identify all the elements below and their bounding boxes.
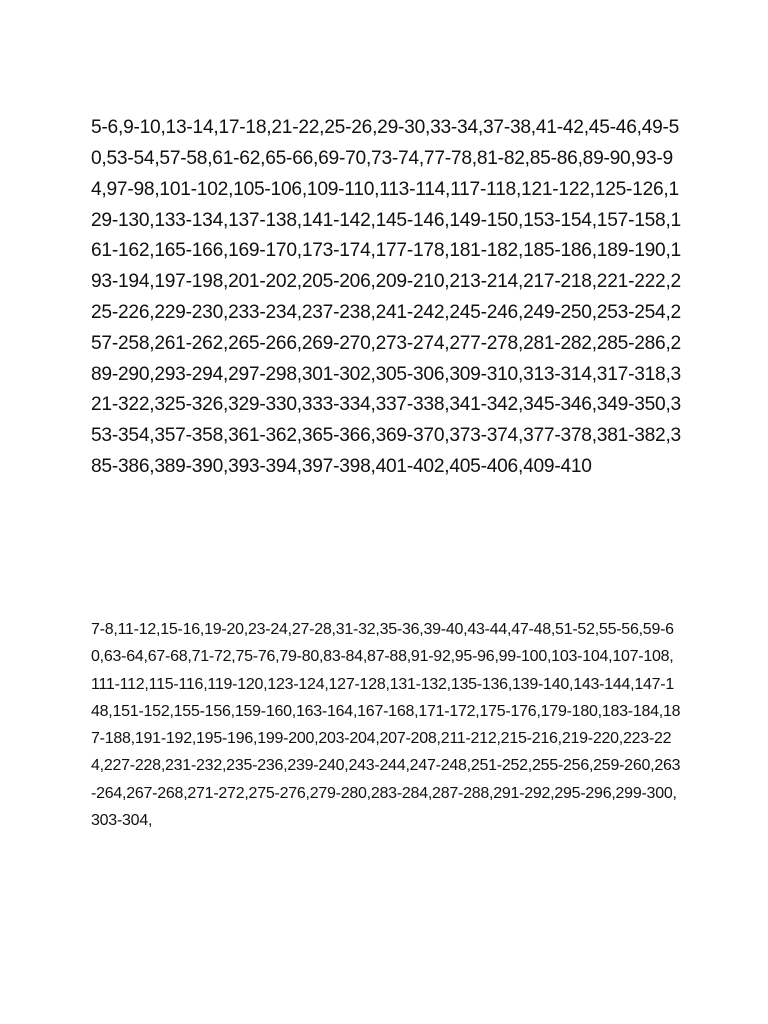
page-ranges-primary: 5-6,9-10,13-14,17-18,21-22,25-26,29-30,33-34,37-38,41-42,45-46,49-50,53-54,57-58,61-62,65-66,69-70,73-74,77-78,81-82,85-86,89-90,93-94,97-98,101-102,105-106,109-110,113-114,117-118,121-122,125-126,129-130,133-134,137-138,141-142,145-146,149-150,153-154,157-158,161-162,165-166,169-170,173-174,177-178,181-182,185-186,189-190,193-194,197-198,201-202,205-206,209-210,213-214,217-218,221-222,225-226,229-230,233-234,237-238,241-242,245-246,249-250,253-254,257-258,261-262,265-266,269-270,273-274,277-278,281-282,285-286,289-290,293-294,297-298,301-302,305-306,309-310,313-314,317-318,321-322,325-326,329-330,333-334,337-338,341-342,345-346,349-350,353-354,357-358,361-362,365-366,369-370,373-374,377-378,381-382,385-386,389-390,393-394,397-398,401-402,405-406,409-410 [91,117,681,477]
page-ranges-secondary: 7-8,11-12,15-16,19-20,23-24,27-28,31-32,35-36,39-40,43-44,47-48,51-52,55-56,59-60,63-64,67-68,71-72,75-76,79-80,83-84,87-88,91-92,95-96,99-100,103-104,107-108,111-112,115-116,119-120,123-124,127-128,131-132,135-136,139-140,143-144,147-148,151-152,155-156,159-160,163-164,167-168,171-172,175-176,179-180,183-184,187-188,191-192,195-196,199-200,203-204,207-208,211-212,215-216,219-220,223-224,227-228,231-232,235-236,239-240,243-244,247-248,251-252,255-256,259-260,263-264,267-268,271-272,275-276,279-280,283-284,287-288,291-292,295-296,299-300,303-304, [91,621,681,830]
